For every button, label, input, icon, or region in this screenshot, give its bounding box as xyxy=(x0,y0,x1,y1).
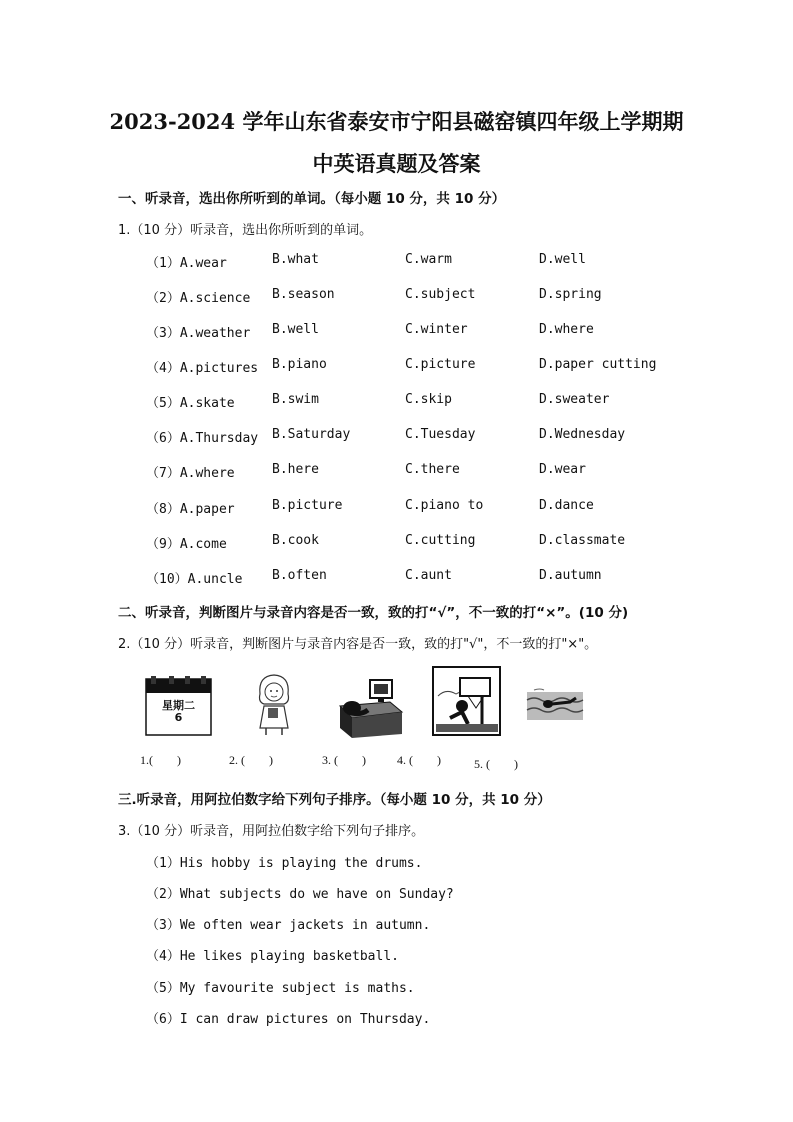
option-c: C.picture xyxy=(405,357,476,372)
section3-heading: 三.听录音，用阿拉伯数字给下列句子排序。（每小题 10 分，共 10 分） xyxy=(118,792,551,808)
sentence-item: （5）My favourite subject is maths. xyxy=(146,981,415,996)
sentence-item: （4）He likes playing basketball. xyxy=(146,949,399,964)
option-a: （8）A.paper xyxy=(146,502,235,517)
answer-blank-1[interactable]: 1.( ) xyxy=(140,753,181,767)
option-c: C.winter xyxy=(405,322,468,337)
question3-prompt: 3.（10 分）听录音，用阿拉伯数字给下列句子排序。 xyxy=(118,824,425,839)
question1-prompt: 1.（10 分）听录音，选出你所听到的单词。 xyxy=(118,223,373,238)
choice-row xyxy=(0,427,793,447)
option-c: C.cutting xyxy=(405,533,476,548)
option-d: D.paper cutting xyxy=(539,357,657,372)
option-d: D.dance xyxy=(539,498,594,513)
option-c: C.piano to xyxy=(405,498,484,513)
sentence-item: （6）I can draw pictures on Thursday. xyxy=(146,1012,431,1027)
calendar-date: 6 xyxy=(174,711,183,724)
calendar-picture xyxy=(145,676,212,736)
option-c: C.skip xyxy=(405,392,452,407)
option-b: B.well xyxy=(272,322,319,337)
option-c: C.subject xyxy=(405,287,476,302)
option-c: C.there xyxy=(405,462,460,477)
question2-prompt: 2.（10 分）听录音，判断图片与录音内容是否一致，致的打"√"，不一致的打"×"。 xyxy=(118,637,598,652)
option-b: B.swim xyxy=(272,392,319,407)
swimming-picture xyxy=(526,686,584,722)
option-d: D.well xyxy=(539,252,586,267)
option-d: D.wear xyxy=(539,462,586,477)
option-b: B.piano xyxy=(272,357,327,372)
option-b: B.season xyxy=(272,287,335,302)
document-title-line1: 2023-2024 学年山东省泰安市宁阳县磁窑镇四年级上学期期 xyxy=(109,109,684,134)
option-b: B.what xyxy=(272,252,319,267)
option-d: D.autumn xyxy=(539,568,602,583)
choice-row xyxy=(0,462,793,482)
computer-picture xyxy=(338,678,404,738)
answer-blank-2[interactable]: 2. ( ) xyxy=(229,753,273,767)
option-b: B.Saturday xyxy=(272,427,351,442)
choice-row xyxy=(0,322,793,342)
sentence-item: （1）His hobby is playing the drums. xyxy=(146,856,423,871)
option-c: C.aunt xyxy=(405,568,452,583)
option-b: B.here xyxy=(272,462,319,477)
section1-heading: 一、听录音，选出你所听到的单词。（每小题 10 分，共 10 分） xyxy=(118,191,506,207)
option-b: B.often xyxy=(272,568,327,583)
option-c: C.Tuesday xyxy=(405,427,476,442)
choice-row xyxy=(0,357,793,377)
option-d: D.Wednesday xyxy=(539,427,626,442)
option-a: （6）A.Thursday xyxy=(146,431,259,446)
option-a: （4）A.pictures xyxy=(146,361,259,376)
option-b: B.picture xyxy=(272,498,343,513)
choice-row xyxy=(0,252,793,272)
choice-row xyxy=(0,533,793,553)
option-d: D.sweater xyxy=(539,392,610,407)
choice-row xyxy=(0,498,793,518)
option-d: D.spring xyxy=(539,287,602,302)
choice-row xyxy=(0,568,793,588)
calendar-weekday: 星期二 xyxy=(162,699,195,712)
document-title-line2: 中英语真题及答案 xyxy=(312,151,481,176)
option-a: （5）A.skate xyxy=(146,396,235,411)
option-a: （7）A.where xyxy=(146,466,235,481)
option-c: C.warm xyxy=(405,252,452,267)
answer-blank-3[interactable]: 3. ( ) xyxy=(322,753,366,767)
choice-row xyxy=(0,287,793,307)
girl-picture xyxy=(252,672,296,736)
section2-heading: 二、听录音，判断图片与录音内容是否一致，致的打“√”，不一致的打“×”。(10 分) xyxy=(118,605,629,621)
option-d: D.classmate xyxy=(539,533,626,548)
option-b: B.cook xyxy=(272,533,319,548)
option-a: （2）A.science xyxy=(146,291,251,306)
answer-blank-5[interactable]: 5. ( ) xyxy=(474,757,518,771)
option-a: （3）A.weather xyxy=(146,326,251,341)
option-a: （10）A.uncle xyxy=(146,572,243,587)
option-a: （1）A.wear xyxy=(146,256,227,271)
option-a: （9）A.come xyxy=(146,537,227,552)
sentence-item: （2）What subjects do we have on Sunday? xyxy=(146,887,454,902)
answer-blank-4[interactable]: 4. ( ) xyxy=(397,753,441,767)
sentence-item: （3）We often wear jackets in autumn. xyxy=(146,918,431,933)
option-d: D.where xyxy=(539,322,594,337)
basketball-picture xyxy=(432,666,501,736)
choice-row xyxy=(0,392,793,412)
